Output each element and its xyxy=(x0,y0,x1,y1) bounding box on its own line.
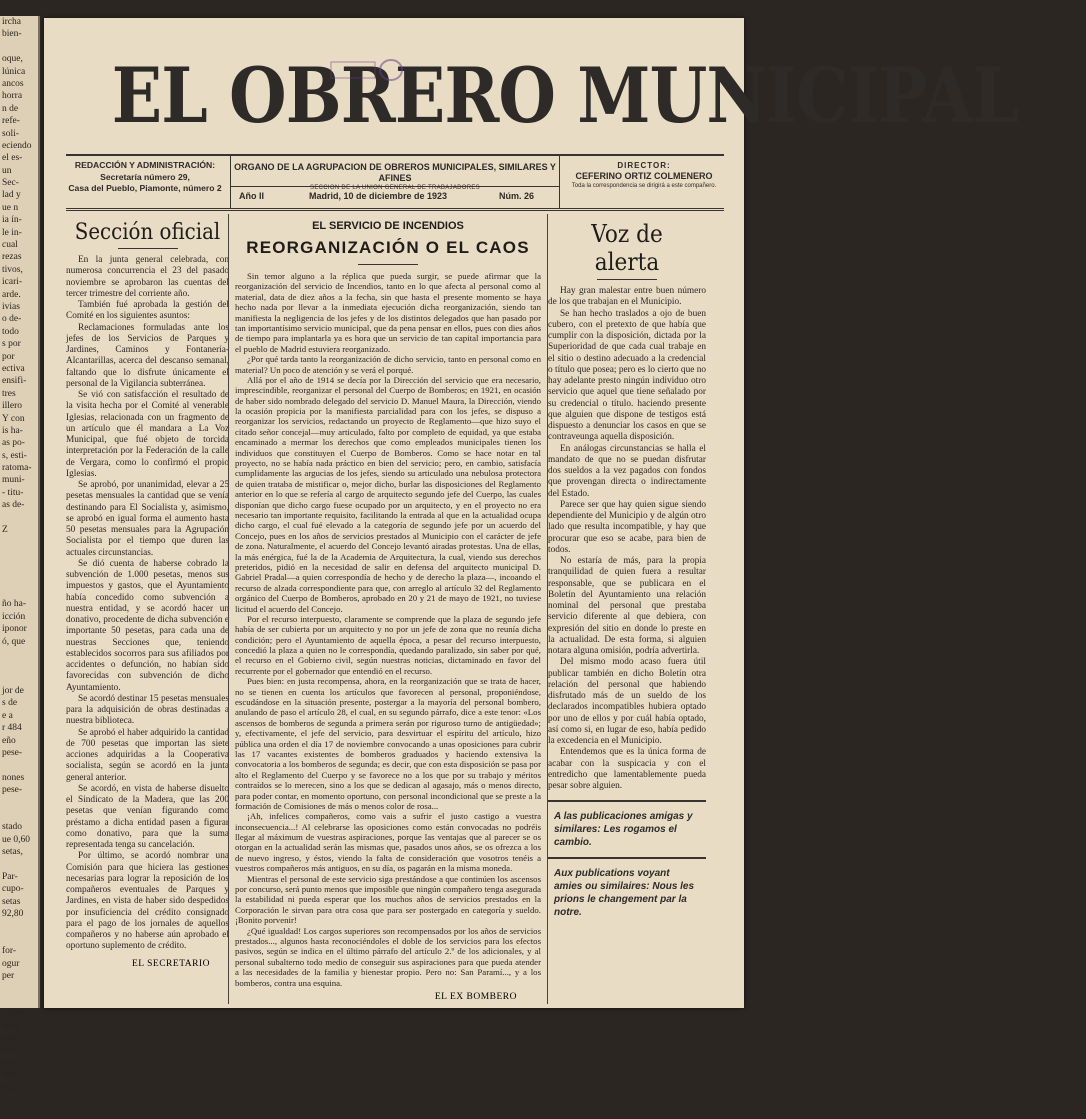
previous-page-text-line: s por xyxy=(2,339,21,350)
issue-year: Año II xyxy=(239,191,264,201)
publication-info xyxy=(230,156,560,208)
paragraph: Entendemos que es la única forma de acabar con la suspicacia y con el entredicho que lamentablemente pueda pesar sobre alguien. xyxy=(548,747,706,791)
divider xyxy=(597,279,657,280)
left-column xyxy=(66,214,229,1004)
paragraph: Se han hecho traslados a ojo de buen cubero, con el pretexto de que había que cumplir con la disposición, dictada por la Superioridad de que cada cual trabaje en el sitio o destino adecuado a la credencial o título que posea; pero es lo cierto que no hay adelante presto ningún individuo otro servicio que aquel que tiene señalado por su credencial o título. haciendo presente que alguien que dispone de testigos está dispuesto a denunciar los casos en que se contraveunga aquella disposición. xyxy=(548,308,706,443)
paragraph: Hay gran malestar entre buen número de los que trabajan en el Municipio. xyxy=(548,286,706,308)
previous-page-text-line: illero xyxy=(2,401,23,412)
section-line: SECCION DE LA UNION GENERAL DE TRABAJADORES xyxy=(310,185,480,191)
paragraph: ¿Qué igualdad! Los cargos superiores son recompensados por los años de servicios prestados..., algunos hasta reconociéndoles el doble de los servicios para los efectos pasivos, según se indica en el último párrafo del artículo 2.º de los adicionales, y al personal subalterno todo medio de conseguir sus aspiraciones para que pueda atender a las necesidades de la familia y bienestar propio. Pero no: San Paramí..., y a los bomberos, contra una esquina. xyxy=(235,925,541,988)
article-signature: EL SECRETARIO xyxy=(132,958,210,969)
previous-page-text-line: Y con xyxy=(2,413,25,424)
paragraph: No estaría de más, para la propia tranquilidad de quien fuera a resultar responsable, que se publicara en el Boletín del Ayuntamiento una relación nominal del personal que prestaba servicio diferente al que debiera, con expresión del sitio en donde lo preste en la actualidad. De esta forma, si alguien notara alguna omisión, podría advertirla. xyxy=(548,556,706,656)
address-label: REDACCIÓN Y ADMINISTRACIÓN: xyxy=(74,160,216,170)
previous-page-text-line: stado xyxy=(2,822,23,833)
previous-page-text-line xyxy=(0,933,38,945)
divider xyxy=(118,248,178,249)
divider xyxy=(548,857,706,859)
previous-page-text-line xyxy=(0,586,38,598)
previous-page-text-line: oque, xyxy=(2,54,23,65)
left-article-body xyxy=(66,255,229,953)
paragraph: Allá por el año de 1914 se decía por la Dirección del servicio que era necesario, imprescindible, reorganizar el personal del Cuerpo de Bomberos; en 1921, en ocasión de haber sido nombrado delegado del servicio D. Manuel Maura, la Dirección, viendo la ocasión propicia por la manifiesta parcialidad para con los jefes, se dispuso a reorganizar los servicios, redactando un proyecto de Reglamento—que hizo suyo el citado señor concejal—muy articulado, falto por completo de equidad, ya que estaba encaminado a mermar los derechos que como empleados municipales tienen los individuos que constituyen el Cuerpo de Bomberos. Como se hace notar en tal proyecto, no se había nada práctico en bien del servicio; pero, en cambio, satisfacía cumplidamente las argucias de los jefes, siendo su articulado una nebulosa protectora de quien trataba de mistificar o, mejor dicho, burlar las disposiciones del Reglamento anterior en lo que se refería al cargo de arquitecto segundo jefe del Cuerpo, las cuales disponían que dicho cargo fuese ocupado por un arquitecto, y en el proyecto no era necesario tan importante requisito, facilitando la entrada al que en la actualidad ocupa dicho cargo, el cual fué elevado a la categoría de segundo jefe por un acuerdo del Concejo, pues en los años de servicios prestados al Municipio con el carácter de jefe de zona. Naturalmente, el acuerdo del Concejo levantó airadas protestas. Una de ellas, la más enérgica, fué la de la Academia de Arquitectura, la cual, viendo sus derechos preteridos, pidió en la necesidad de salir en defensa del arquitecto municipal D. Gabriel Pradal—a quien correspondía de hecho y de derecho la plaza—, incoando el recurso de alzada correspondiente para que, con arreglo al artículo 32 del Reglamento orgánico del Cuerpo de Bomberos, aprobado en 20 y 21 de mayo de 1921, no tuviese licitud el acuerdo del Concejo. xyxy=(235,374,541,614)
previous-page-text-line: arde. xyxy=(2,289,21,300)
previous-page-text-line xyxy=(0,859,38,871)
previous-page-text-line: ircha xyxy=(2,17,21,27)
previous-page-text-line: ue n xyxy=(2,202,19,213)
previous-page-edge xyxy=(0,16,40,1093)
previous-page-text-line: ensifi- xyxy=(2,376,27,387)
previous-page-text-line: ocu- xyxy=(2,1057,19,1068)
previous-page-text-line: tivos, xyxy=(2,264,23,275)
previous-page-text-line: lad y xyxy=(2,190,21,201)
previous-page-text-line xyxy=(0,995,38,1007)
previous-page-text-line: rezas xyxy=(2,252,22,263)
paragraph: Se acordó, en vista de haberse disuelto el Sindicato de la Madera, que las 200 pesetas que venían figurando como préstamo a dicha entidad pasen a figurar como donativo, para que la suma representada tenga su cancelación. xyxy=(66,783,229,850)
previous-page-text-line: s de xyxy=(2,698,18,709)
previous-page-text-line: ones. xyxy=(2,1020,22,1031)
divider xyxy=(548,800,706,802)
previous-page-text-line: e a xyxy=(2,710,13,721)
previous-page-text-line: refe- xyxy=(2,116,20,127)
previous-page-text-line: saldo- xyxy=(2,1008,26,1019)
previous-page-text-line xyxy=(0,809,38,821)
paragraph: Parece ser que hay quien sigue siendo dependiente del Municipio y de algún otro lado que resulta incompatible, y hay que procurar que eso se acabe, para bien de todos. xyxy=(548,499,707,555)
previous-page-text-line xyxy=(0,512,38,524)
exchange-notice-french: Aux publications voyant amies ou similaires: Nous les prions le changement par la notre. xyxy=(554,868,695,919)
previous-page-text-line: iponor xyxy=(2,624,27,635)
previous-page-text-line xyxy=(0,759,38,771)
previous-page-text-line: tres xyxy=(2,388,16,399)
paragraph: Sin temor alguno a la réplica que pueda surgir, se puede afirmar que la reorganización del servicio de Incendios, tanto en lo que afecta al personal como al material, data de diez años a la fecha, sin que hasta el presente momento se haya hecho nada por llevar a la inmediata ejecución dicha reorganización, siendo tan manifiesta la negligencia de los jefes y de los distintos delegados que han pasado por tan importantísimo servicio municipal, que da pena pensar en ellos, pues con dies años de tiempo para implantarla ya es hora que un servicio de tan capital importancia para el pueblo de Madrid estuviera reorganizado. xyxy=(235,271,541,354)
paragraph: Mientras el personal de este servicio siga prestándose a que continúen los ascensos por concurso, será punto menos que imposible que ningún compañero tenga asegurada la estabilidad ni pueda esperar que los muchos años de servicios prestados en la Corporación le sirvan para otra cosa que para ser postergado en categoría y sueldo. ¡Bonito porvenir! xyxy=(235,873,541,926)
previous-page-text-line: for- xyxy=(2,946,17,957)
section-heading: Sección oficial xyxy=(74,220,221,245)
previous-page-text-line: ño ha- xyxy=(2,599,27,610)
paragraph: También fué aprobada la gestión del Comité en los siguientes asuntos: xyxy=(66,300,229,322)
previous-page-text-line: Z xyxy=(2,525,8,536)
director-info xyxy=(564,156,724,212)
previous-page-text-line xyxy=(0,797,38,809)
issue-date: Madrid, 10 de diciembre de 1923 xyxy=(309,191,448,201)
address-line-2: Casa del Pueblo, Piamonte, número 2 xyxy=(68,183,222,193)
previous-page-text-line: todo xyxy=(2,326,19,337)
exchange-notice-spanish: A las publicaciones amigas y similares: Les rogamos el cambio. xyxy=(554,811,693,849)
address-line-1: Secretaría número 29, xyxy=(100,171,190,182)
previous-page-text-line: el es- xyxy=(2,153,23,164)
paragraph: Se dió cuenta de haberse cobrado la subvención de 1.000 pesetas, menos sus impuestos y gastos, que el Ayuntamiento había concedido como subvención a nuestra entidad, y se acordó hacer un donativo, procedente de dicha subvención e importante 50 pesetas, para cada una de nuestras Secciones que, teniendo establecidos socorros para sus afiliados por accidentes o defunción, no habían sido favorecidas con subvención de dicho Ayuntamiento. xyxy=(66,558,229,693)
previous-page-text-line xyxy=(0,549,38,561)
paragraph: Reclamaciones formuladas ante los jefes de los Servicios de Parques y Jardines, Caminos y Fontanería-Alcantarillas, acerca del descanso semanal, faltando que lo disfrute únicamente el personal de la Vigilancia subterránea. xyxy=(66,322,229,389)
previous-page-text-line: Sec- xyxy=(2,178,19,189)
previous-page-text-line: estas xyxy=(2,1033,21,1044)
previous-page-text-line: - titu- xyxy=(2,487,24,498)
previous-page-text-line: eciendo xyxy=(2,140,32,151)
previous-page-text-line: soli- xyxy=(2,128,19,139)
previous-page-text-line xyxy=(0,41,38,53)
previous-page-text-line: is ha- xyxy=(2,425,23,436)
previous-page-text-line: que xyxy=(2,1045,16,1056)
previous-page-text-line xyxy=(0,536,38,548)
previous-page-text-line: per xyxy=(2,971,15,982)
previous-page-text-line xyxy=(0,982,38,994)
previous-page-text-line: es a xyxy=(2,1082,17,1093)
paragraph: Por el recurso interpuesto, claramente se comprende que la plaza de segundo jefe había de ser cubierta por un arquitecto y no por un jefe de zona que no reunía dicha condición; pero el Ayuntamiento de aquella época, a pesar del recurso interpuesto, concedió la plaza a quien no le correspondía, quedando paralizado, sin saber por qué, el recurso en el Gobierno civil, según nuestras noticias, dictaminado en favor del recurrente por el gobernador que entendió en el recurso. xyxy=(235,613,541,676)
paragraph: Por último, se acordó nombrar una Comisión para que hiciera las gestiones necesarias para lograr la reposición de los compañeros eventuales de Parques y Jardines, en vista de haber sido despedidos por insuficiencia del crédito consignado para el pago de los jornales de aquellos compañeros y no haberse aún aprobado el oportuno suplemento de crédito. xyxy=(66,851,229,952)
previous-page-text-line xyxy=(0,1106,38,1118)
center-column xyxy=(228,214,548,1004)
previous-page-text-line: o de- xyxy=(2,314,22,325)
info-bar xyxy=(66,154,724,211)
previous-page-text-line: un xyxy=(2,165,12,176)
library-stamp xyxy=(329,56,411,86)
previous-page-text-line: cupo- xyxy=(2,884,24,895)
previous-page-text-line: bien- xyxy=(2,29,22,40)
paragraph: Del mismo modo acaso fuera útil publicar también en dicho Boletín otra relación del personal que habiendo disfrutado más de un sueldo de los declarados incompatibles hubiera optado por uno de ellos y por cuál había optado, así como si, en lugar de eso, había pedido la excedencia en el Municipio. xyxy=(548,657,706,746)
previous-page-text-line: icción xyxy=(2,611,26,622)
previous-page-text-line: nones xyxy=(2,772,25,783)
previous-page-text-line: ectiva xyxy=(2,363,25,374)
previous-page-text-line: ancos xyxy=(2,78,24,89)
previous-page-text-line: ontes xyxy=(2,1070,23,1081)
previous-page-text-line xyxy=(0,561,38,573)
previous-page-text-line: muni- xyxy=(2,475,25,486)
previous-page-text-line: n de xyxy=(2,103,19,114)
newspaper-title: EL OBRERO MUNICIPAL xyxy=(111,51,1018,140)
previous-page-text-line xyxy=(0,648,38,660)
organ-line: ORGANO DE LA AGRUPACION DE OBREROS MUNICIPALES, SIMILARES Y AFINES xyxy=(234,162,556,183)
divider xyxy=(358,264,418,265)
center-article-body xyxy=(229,271,547,988)
paragraph: En análogas circunstancias se halla el mandato de que no se puedan disfrutar dos sueldos a la vez pagados con fondos que provengan directa o indirectamente del Estado. xyxy=(548,443,706,499)
paragraph: ¿Por qué tarda tanto la reorganización de dicho servicio, tanto en personal como en material? Un poco de atención y se verá el porqué. xyxy=(235,354,541,375)
right-article-body xyxy=(548,286,706,792)
previous-page-text-line: as de- xyxy=(2,500,25,511)
previous-page-text-line: pese- xyxy=(2,785,23,796)
paragraph: Se acordó destinar 15 pesetas mensuales para la adquisición de obras destinadas a nuestra biblioteca. xyxy=(66,693,229,727)
previous-page-text-line xyxy=(0,1094,38,1106)
previous-page-text-line: por xyxy=(2,351,15,362)
previous-page-text-line: r 484 xyxy=(2,723,22,734)
editorial-address xyxy=(66,156,224,212)
previous-page-text-line xyxy=(0,673,38,685)
director-label: DIRECTOR: xyxy=(617,161,671,170)
paragraph: Pues bien: en justa recompensa, ahora, en la reorganización que se trata de hacer, no se tienen en cuenta los artículos que favorecen al personal, proponiéndose, escudándose en la situación presente, postergar a la mayoría del personal bombero, anulando de paso el artículo 28, el cual, en su segundo párrafo, dice a este tenor: «Los ascensos de bomberos de segunda a primera serán por riguroso turno de antigüedad»; y, efectivamente, el jefe del servicio, para desvirtuar el espíritu del artículo, hizo pública una orden el día 17 de noviembre convocando a unas oposiciones para cubrir las 17 vacantes existentes de bomberos graduados y haciendo extensiva la convocatoria a los bomberos de segunda; es decir, que con esta disposición se pasa por alto el Reglamento del Cuerpo y se favorece no a los que por su trabajo y méritos contraídos se lo merecen, sino a los que se dedican al agasajo, más o menos directo, para poder contar, en momento oportuno, con personal incondicional que se preste a la formación de Comisiones de más o menos color de rosa... xyxy=(235,676,541,811)
previous-page-text-line: ue 0,60 xyxy=(2,834,30,845)
stamp-icon xyxy=(329,56,411,86)
previous-page-text-line: ia ín- xyxy=(2,215,22,226)
newspaper-page xyxy=(44,18,1018,1008)
previous-page-text-line xyxy=(0,660,38,672)
paragraph: Se aprobó el haber adquirido la cantidad de 700 pesetas que importan las siete acciones adquiridas a la Cooperativa socialista, según se acordó en la junta general anterior. xyxy=(66,727,229,783)
previous-page-text-line: horra xyxy=(2,91,23,102)
previous-page-text-line: jor de xyxy=(2,686,24,697)
section-heading: Voz de alerta xyxy=(591,220,663,276)
right-column xyxy=(548,214,706,1004)
previous-page-text-line xyxy=(0,921,38,933)
issue-number: Núm. 26 xyxy=(499,191,535,201)
previous-page-text-line: 92,80 xyxy=(2,909,24,920)
director-name: CEFERINO ORTIZ COLMENERO xyxy=(575,171,713,181)
previous-page-text-line: Par- xyxy=(2,871,18,882)
paragraph: Se vió con satisfacción el resultado de la visita hecha por el Comité al venerable Iglesias, relacionada con un fragmento de un artículo que él mandara a La Voz Municipal, que fué objeto de torcida interpretación por la Federación de la calle de Vergara, como lo confirmó el propio Iglesias. xyxy=(66,390,229,479)
previous-page-text-line: eño xyxy=(2,735,16,746)
paragraph: ¡Ah, infelices compañeros, como vais a sufrir el justo castigo a vuestra inconsecuencia...! Al celebrarse las oposiciones como están convocadas no podréis llegar al máximum de vuestras aspiraciones, porque las ventajas que al parecer se os otorgan en la actualidad serán las mismas que, pasados unos años, se os ofrezca a los de nuevo ingreso, y éstos, viendo la falta de consideración que vosotros tenéis a vuestros compañeros más antiguos, en su día, os pagarán en la misma moneda. xyxy=(235,811,541,874)
previous-page-text-line: ó, que xyxy=(2,636,26,647)
article-signature: EL EX BOMBERO xyxy=(434,991,517,1002)
previous-page-text-line: cual xyxy=(2,240,18,251)
director-note: Toda la correspondencia se dirigirá a este compañero. xyxy=(571,183,717,189)
previous-page-text-line: as po- xyxy=(2,438,25,449)
previous-page-text-line: icari- xyxy=(2,277,23,288)
previous-page-text-line: setas xyxy=(2,896,21,907)
paragraph: En la junta general celebrada, con numerosa concurrencia el 23 del pasado noviembre se aprobaron las cuentas del tercer trimestre del corriente año. xyxy=(66,255,229,299)
article-headline: REORGANIZACIÓN O EL CAOS xyxy=(246,238,530,257)
previous-page-text-line: ogur xyxy=(2,958,20,969)
paragraph: Se aprobó, por unanimidad, elevar a 25 pesetas mensuales la cantidad que se venía destinando para El Socialista y, asimismo, se aprobó en igual forma el aumento hasta 50 pesetas mensuales para la Agrupación Socialista por el tiempo que duren las actuales circunstancias. xyxy=(66,480,229,558)
previous-page-text-line: le in- xyxy=(2,227,22,238)
previous-page-text-line xyxy=(0,574,38,586)
article-kicker: EL SERVICIO DE INCENDIOS xyxy=(312,220,464,232)
previous-page-text-line: lúnica xyxy=(2,66,26,77)
previous-page-text-line: s, esti- xyxy=(2,450,27,461)
previous-page-text-line: pese- xyxy=(2,748,23,759)
issue-row xyxy=(231,186,559,207)
previous-page-text-line: ivias xyxy=(2,301,20,312)
previous-page-text-line: setas, xyxy=(2,847,23,858)
previous-page-text-line: ratoma- xyxy=(2,463,32,474)
